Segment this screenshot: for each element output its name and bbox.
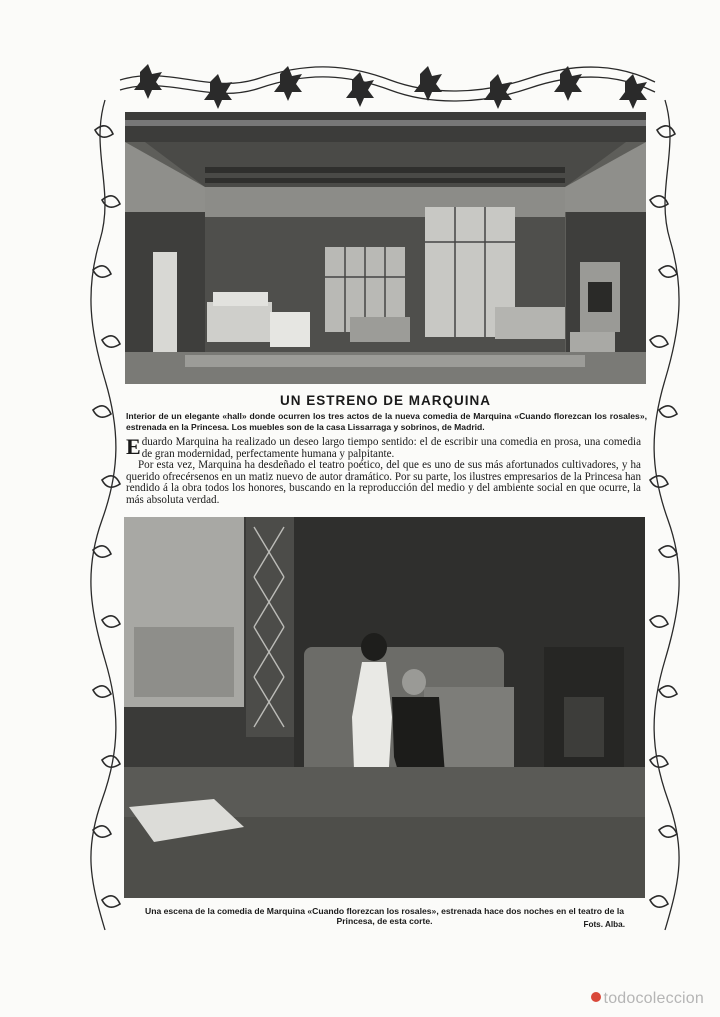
watermark-text: todocoleccion — [603, 990, 704, 1007]
top-photo-caption: Interior de un elegante «hall» donde ocurren los tres actos de la nueva comedia de Marquina «Cuando florezcan los rosales», estrenada en la Princesa. Los muebles son de la casa Lissarraga y sobrinos, de Madrid. — [126, 411, 647, 432]
article-body — [126, 434, 641, 507]
photo-credit: Fots. Alba. — [583, 920, 625, 929]
scene-photo — [124, 517, 645, 898]
bottom-photo-caption: Una escena de la comedia de Marquina «Cuando florezcan los rosales», estrenada hace dos noches en el teatro de la Princesa, de esta corte. — [144, 906, 625, 927]
article-headline: UN ESTRENO DE MARQUINA — [279, 393, 491, 408]
body-paragraph-2: Por esta vez, Marquina ha desdeñado el teatro poético, del que es uno de sus más afortunados cultivadores, y ha querido ofrecérsenos en un matiz nuevo de autor dramático. Por su parte, los ilustres empresarios de la Princesa han rendido á la obra todos los honores, buscando en la reproducción del medio y del ambiente social en que ocurre, la más absoluta verdad. — [126, 459, 641, 506]
dropcap-letter: E — [126, 434, 141, 459]
watermark-logo-icon — [591, 992, 601, 1002]
hall-interior-photo — [125, 112, 646, 384]
body-paragraph-1 — [126, 434, 641, 460]
body-paragraph-1-text: duardo Marquina ha realizado un deseo largo tiempo sentido: el de escribir una comedia en prosa, una comedia de gran modernidad, perfectamente humana y palpitante. — [141, 436, 641, 460]
watermark — [591, 990, 704, 1008]
